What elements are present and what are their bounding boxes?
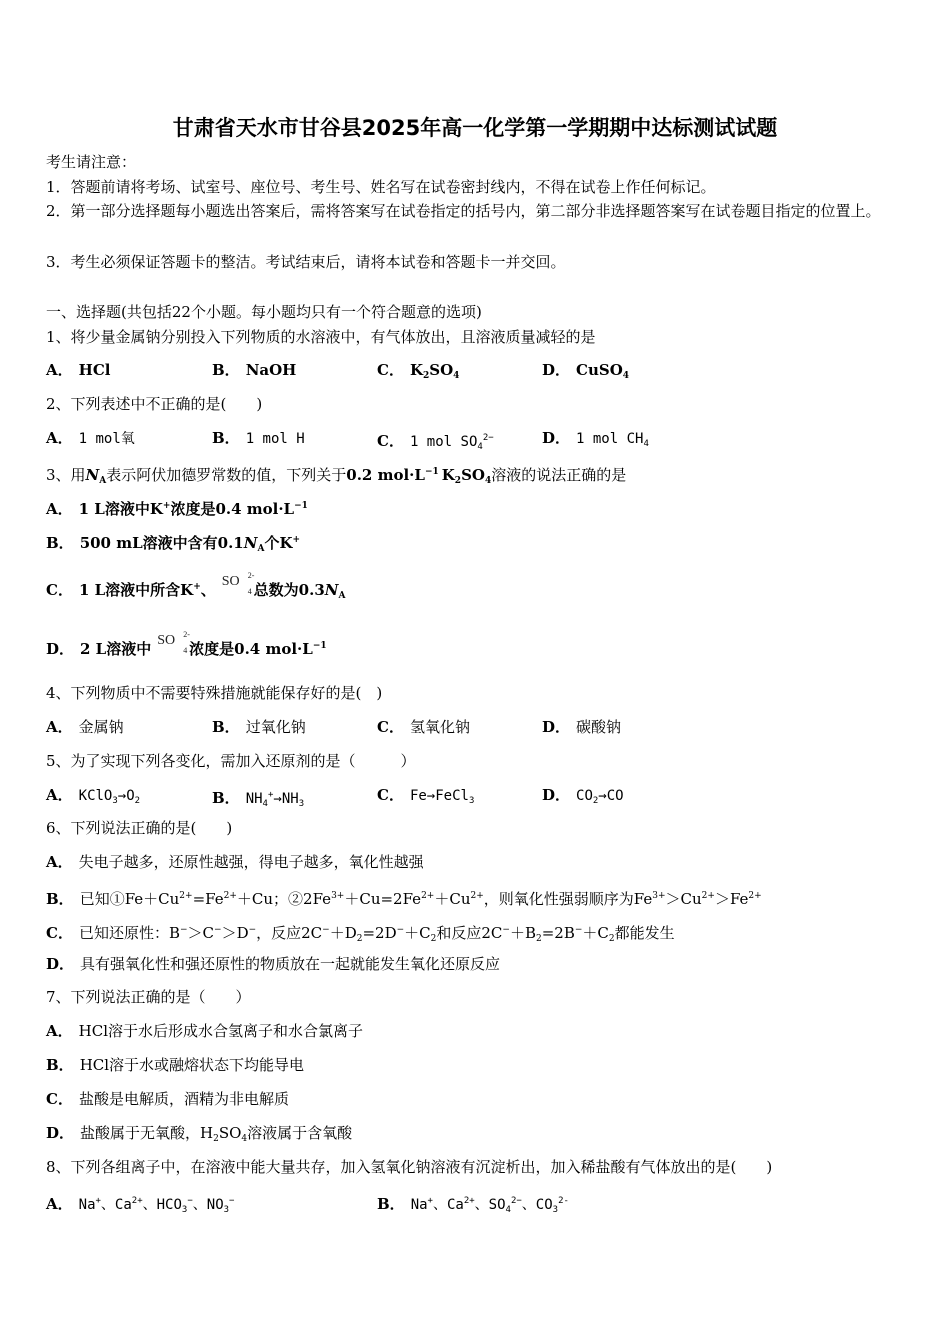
option-text: $KClO_3\to O_2$ bbox=[78, 788, 141, 806]
q4-option-c[interactable] bbox=[377, 717, 470, 737]
option-label: D． bbox=[542, 718, 571, 736]
q7-option-d[interactable] bbox=[46, 1123, 352, 1149]
q3-option-d[interactable] bbox=[46, 630, 327, 661]
option-text: HCl bbox=[78, 361, 111, 379]
q1-option-d[interactable] bbox=[542, 360, 629, 386]
option-label: B． bbox=[212, 718, 240, 736]
option-text: CuSO$_4$ bbox=[576, 361, 630, 381]
option-text: 1 mol $SO_4^{2-}$ bbox=[409, 433, 494, 452]
q6-stem: 6、下列说法正确的是( ) bbox=[46, 819, 233, 837]
option-text: 已知$①Fe+Cu^{2+}=Fe^{2+}+Cu$；$②2Fe^{3+}+Cu=2Fe^{2+}+Cu^{2+}$，则氧化性强弱顺序为$Fe^{3+}>Cu^{2+}>Fe^{2+}$ bbox=[79, 890, 762, 908]
option-label: D． bbox=[46, 1124, 75, 1142]
option-text: 1 mol氧 bbox=[78, 431, 135, 447]
q2-option-c[interactable] bbox=[377, 428, 494, 457]
q2-option-b[interactable] bbox=[212, 428, 305, 449]
q8-stem: 8、下列各组离子中，在溶液中能大量共存，加入氢氧化钠溶液有沉淀析出，加入稀盐酸有气体放出的是( ) bbox=[46, 1158, 773, 1176]
option-label: B． bbox=[212, 361, 240, 379]
option-label: A． bbox=[46, 1022, 73, 1040]
option-label: C． bbox=[377, 361, 404, 379]
q6-option-d[interactable] bbox=[46, 954, 500, 974]
q5-option-b[interactable] bbox=[212, 785, 304, 814]
option-label: A． bbox=[46, 500, 73, 518]
option-text: 500 mL溶液中含有$0.1N_A$个K+ bbox=[79, 534, 301, 554]
option-label: A． bbox=[46, 429, 73, 447]
option-label: A． bbox=[46, 361, 73, 379]
q1-stem: 1、将少量金属钠分别投入下列物质的水溶液中，有气体放出，且溶液质量减轻的是 bbox=[46, 328, 596, 346]
q4-option-d[interactable] bbox=[542, 717, 621, 737]
option-text: 碳酸钠 bbox=[576, 718, 622, 736]
page-title: 甘肃省天水市甘谷县2025年高一化学第一学期期中达标测试试题 bbox=[172, 116, 778, 140]
section-heading: 一、选择题(共包括22个小题。每小题均只有一个符合题意的选项) bbox=[46, 303, 482, 321]
option-label: A． bbox=[46, 1195, 73, 1213]
option-label: A． bbox=[46, 718, 73, 736]
option-text: 氢氧化钠 bbox=[409, 718, 470, 736]
option-text: 1 L溶液中K+浓度是0.4 $mol\cdot L^{-1}$ bbox=[78, 500, 308, 518]
q7-option-c[interactable] bbox=[46, 1089, 289, 1109]
option-text: $NH_4^+\to NH_3$ bbox=[245, 790, 305, 809]
option-label: D． bbox=[46, 640, 75, 658]
option-text: 盐酸属于无氧酸，$H_2SO_4$溶液属于含氧酸 bbox=[80, 1124, 353, 1144]
notice-item-1: 1．答题前请将考场、试室号、座位号、考生号、姓名写在试卷密封线内，不得在试卷上作任何标记。 bbox=[46, 178, 716, 196]
q4-stem: 4、下列物质中不需要特殊措施就能保存好的是( ) bbox=[46, 684, 383, 702]
q7-option-a[interactable] bbox=[46, 1021, 363, 1041]
q8-option-b[interactable] bbox=[377, 1191, 569, 1220]
option-text: Fe→FeCl$_3$ bbox=[409, 788, 475, 806]
option-label: C． bbox=[377, 432, 404, 450]
q1-option-c[interactable] bbox=[377, 360, 459, 386]
option-label: C． bbox=[377, 786, 404, 804]
option-label: D． bbox=[542, 361, 571, 379]
option-label: B． bbox=[46, 534, 74, 552]
q6-option-c[interactable] bbox=[46, 920, 675, 949]
q3-option-a[interactable] bbox=[46, 496, 308, 519]
q7-stem: 7、下列说法正确的是（ ） bbox=[46, 988, 251, 1006]
option-text: HCl溶于水或融熔状态下均能导电 bbox=[79, 1056, 305, 1074]
option-label: B． bbox=[46, 1056, 74, 1074]
option-text: 过氧化钠 bbox=[245, 718, 306, 736]
option-text: $K_2SO_4$ bbox=[409, 361, 460, 381]
notice-item-3: 3．考生必须保证答题卡的整洁。考试结束后，请将本试卷和答题卡一并交回。 bbox=[46, 253, 566, 271]
option-label: A． bbox=[46, 786, 73, 804]
option-label: D． bbox=[46, 955, 75, 973]
q3-option-c[interactable] bbox=[46, 571, 346, 606]
q2-option-a[interactable] bbox=[46, 428, 135, 449]
option-label: D． bbox=[542, 429, 571, 447]
option-text: NaOH bbox=[245, 361, 297, 379]
q5-option-a[interactable] bbox=[46, 785, 140, 811]
q8-option-a[interactable] bbox=[46, 1191, 234, 1220]
notice-item-2: 2．第一部分选择题每小题选出答案后，需将答案写在试卷指定的括号内，第二部分非选择题答案写在试卷题目指定的位置上。 bbox=[46, 202, 881, 220]
q4-option-b[interactable] bbox=[212, 717, 306, 737]
q3-option-b[interactable] bbox=[46, 530, 300, 559]
q6-option-a[interactable] bbox=[46, 852, 424, 872]
option-text: 1 L溶液中所含K+、 SO 2- 4 总数为$0.3N_A$ bbox=[78, 571, 346, 601]
option-text: 金属钠 bbox=[78, 718, 124, 736]
q1-option-b[interactable] bbox=[212, 360, 296, 380]
option-label: B． bbox=[377, 1195, 405, 1213]
option-text: Na+、$Ca^{2+}$、$HCO_3^-$、$NO_3^-$ bbox=[78, 1196, 235, 1215]
option-label: D． bbox=[542, 786, 571, 804]
option-text: HCl溶于水后形成水合氢离子和水合氯离子 bbox=[78, 1022, 363, 1040]
option-text: 具有强氧化性和强还原性的物质放在一起就能发生氧化还原反应 bbox=[80, 955, 501, 973]
q3-stem: 3、用$N_A$表示阿伏加德罗常数的值，下列关于0.2 $mol\cdot L^{-1}$ $K_2SO_4$溶液的说法正确的是 bbox=[46, 466, 627, 486]
option-label: B． bbox=[212, 789, 240, 807]
q1-option-a[interactable] bbox=[46, 360, 110, 380]
option-text: 1 mol $CH_4$ bbox=[576, 431, 649, 449]
q5-stem: 5、为了实现下列各变化，需加入还原剂的是（ ） bbox=[46, 752, 416, 770]
notice-heading: 考生请注意： bbox=[46, 153, 137, 171]
q4-option-a[interactable] bbox=[46, 717, 124, 737]
option-text: 失电子越多，还原性越强，得电子越多，氧化性越强 bbox=[78, 853, 424, 871]
q5-option-c[interactable] bbox=[377, 785, 474, 811]
option-text: Na+、$Ca^{2+}$、$SO_4^{2-}$、$CO_3^{2-}$ bbox=[410, 1196, 569, 1215]
q7-option-b[interactable] bbox=[46, 1055, 304, 1075]
option-text: $CO_2\to CO$ bbox=[576, 788, 624, 806]
option-label: C． bbox=[46, 924, 73, 942]
q2-stem: 2、下列表述中不正确的是( ) bbox=[46, 395, 263, 413]
sulfate-ion-image: SO 2- 4 bbox=[157, 630, 190, 655]
option-label: A． bbox=[46, 853, 73, 871]
option-label: B． bbox=[46, 890, 74, 908]
q5-option-d[interactable] bbox=[542, 785, 624, 811]
option-label: C． bbox=[46, 581, 73, 599]
option-label: C． bbox=[46, 1090, 73, 1108]
sulfate-ion-image: SO 2- 4 bbox=[221, 571, 255, 596]
option-text: 2 L溶液中 SO 2- 4 浓度是0.4 $mol\cdot L^{-1}$ bbox=[80, 630, 327, 658]
option-label: B． bbox=[212, 429, 240, 447]
option-text: 1 mol H bbox=[245, 431, 305, 447]
option-text: 已知还原性：B−＞C−＞D−，反应$2C^-+D_2=2D^-+C_2$和反应$2C^-+B_2=2B^-+C_2$都能发生 bbox=[78, 924, 675, 944]
q2-option-d[interactable] bbox=[542, 428, 649, 454]
option-text: 盐酸是电解质，酒精为非电解质 bbox=[78, 1090, 289, 1108]
option-label: C． bbox=[377, 718, 404, 736]
q6-option-b[interactable] bbox=[46, 886, 762, 909]
